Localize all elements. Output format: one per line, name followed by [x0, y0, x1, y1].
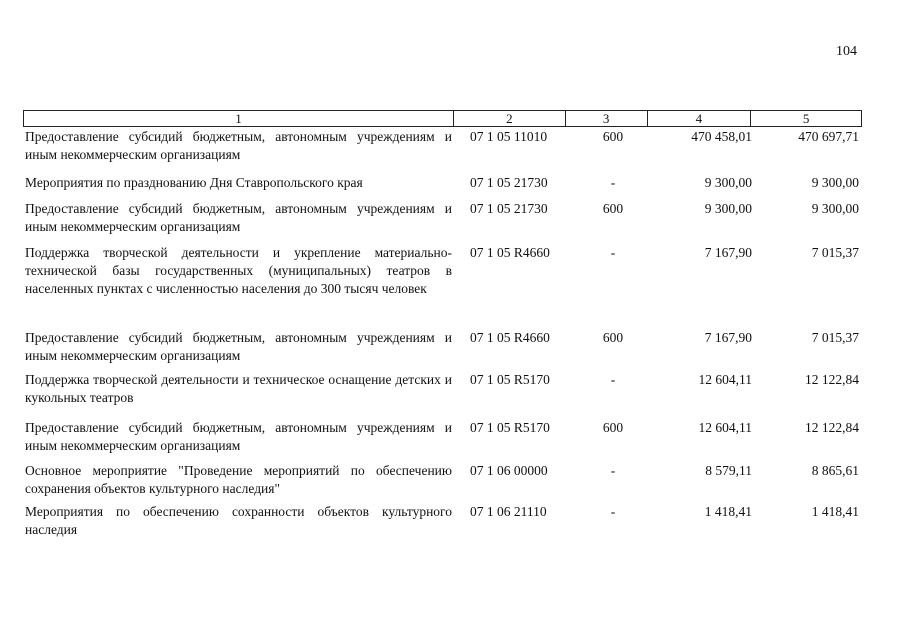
row-value-1: 8 579,11 [705, 463, 752, 478]
row-name: Предоставление субсидий бюджетным, автономным учреждениям и иным некоммерческим организациям [25, 330, 452, 363]
row-type: 600 [602, 201, 624, 216]
row-value-1: 9 300,00 [704, 175, 752, 190]
row-type: 600 [602, 420, 624, 435]
row-type: 600 [602, 330, 624, 345]
header-col-1: 1 [24, 111, 454, 126]
page-number: 104 [836, 44, 857, 59]
row-code: 07 1 05 21730 [470, 201, 548, 216]
row-name: Мероприятия по празднованию Дня Ставропольского края [25, 175, 363, 190]
row-code: 07 1 05 R4660 [470, 245, 550, 260]
row-name: Поддержка творческой деятельности и техническое оснащение детских и кукольных театров [25, 372, 452, 405]
row-name: Поддержка творческой деятельности и укрепление материально-технической базы государственных (муниципальных) театров в населенных пунктах с численностью населения до 300 тысяч человек [25, 245, 452, 296]
row-name: Предоставление субсидий бюджетным, автономным учреждениям и иным некоммерческим организациям [25, 201, 452, 234]
header-col-5: 5 [802, 111, 810, 126]
row-value-2: 9 300,00 [811, 201, 859, 216]
table-header [23, 110, 862, 127]
header-col-3: 3 [566, 111, 648, 126]
row-value-2: 8 865,61 [811, 463, 859, 478]
row-code: 07 1 05 11010 [470, 129, 548, 144]
row-name: Предоставление субсидий бюджетным, автономным учреждениям и иным некоммерческим организациям [25, 129, 452, 162]
row-value-1: 12 604,11 [698, 372, 752, 387]
row-code: 07 1 05 21730 [470, 175, 548, 190]
row-value-1: 12 604,11 [698, 420, 752, 435]
row-type: - [610, 245, 616, 260]
row-value-1: 1 418,41 [704, 504, 752, 519]
row-name: Мероприятия по обеспечению сохранности объектов культурного наследия [25, 504, 452, 537]
row-value-2: 12 122,84 [805, 420, 859, 435]
row-code: 07 1 06 00000 [470, 463, 548, 478]
row-code: 07 1 05 R5170 [470, 420, 550, 435]
row-value-1: 9 300,00 [704, 201, 752, 216]
row-code: 07 1 05 R5170 [470, 372, 550, 387]
row-value-1: 470 458,01 [691, 129, 752, 144]
row-type: - [610, 463, 616, 478]
row-name: Основное мероприятие "Проведение мероприятий по обеспечению сохранения объектов культурного наследия" [25, 463, 452, 496]
row-type: 600 [602, 129, 624, 144]
row-value-2: 9 300,00 [811, 175, 859, 190]
row-value-1: 7 167,90 [704, 245, 752, 260]
row-code: 07 1 05 R4660 [470, 330, 550, 345]
row-value-2: 7 015,37 [811, 245, 859, 260]
header-col-4: 4 [648, 111, 752, 126]
row-value-1: 7 167,90 [704, 330, 752, 345]
row-value-2: 7 015,37 [811, 330, 859, 345]
row-type: - [610, 175, 616, 190]
row-name: Предоставление субсидий бюджетным, автономным учреждениям и иным некоммерческим организациям [25, 420, 452, 453]
row-type: - [610, 372, 616, 387]
row-code: 07 1 06 21110 [470, 504, 547, 519]
row-value-2: 12 122,84 [805, 372, 859, 387]
header-col-2: 2 [454, 111, 566, 126]
row-value-2: 1 418,41 [811, 504, 859, 519]
row-type: - [610, 504, 616, 519]
row-value-2: 470 697,71 [798, 129, 859, 144]
